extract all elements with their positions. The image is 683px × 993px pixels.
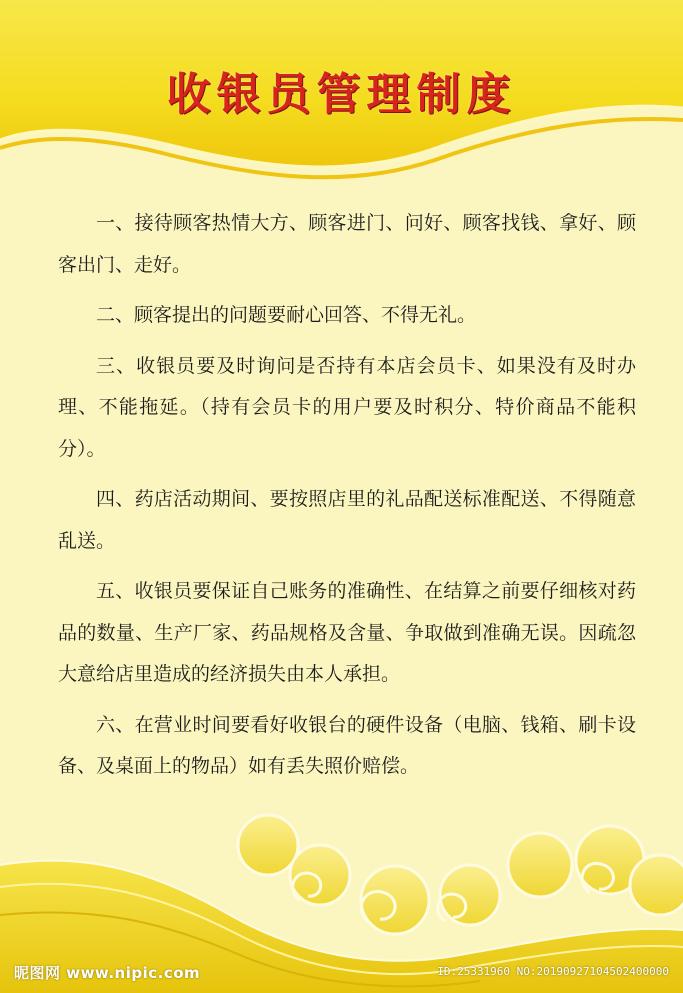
- clause-4: 四、药店活动期间、要按照店里的礼品配送标准配送、不得随意乱送。: [58, 488, 636, 552]
- clause-1: 一、接待顾客热情大方、顾客进门、问好、顾客找钱、拿好、顾客出门、走好。: [58, 212, 636, 276]
- page-title: 收银员管理制度: [166, 69, 517, 120]
- clause-2: 二、顾客提出的问题要耐心回答、不得无礼。: [96, 304, 477, 326]
- watermark-id: ID:25331960 NO:20190927104502400000: [437, 965, 669, 978]
- clause-6: 六、在营业时间要看好收银台的硬件设备（电脑、钱箱、刷卡设备、及桌面上的物品）如有丢失照价赔偿。: [58, 713, 636, 777]
- clause-3: 三、收银员要及时询问是否持有本店会员卡、如果没有及时办理、不能拖延。（持有会员卡的用户要及时积分、特价商品不能积分）。: [58, 354, 636, 460]
- rules-body: [58, 203, 636, 797]
- clause-5: 五、收银员要保证自己账务的准确性、在结算之前要仔细核对药品的数量、生产厂家、药品规格及含量、争取做到准确无误。因疏忽大意给店里造成的经济损失由本人承担。: [58, 580, 636, 685]
- watermark-site: 昵图网 www.nipic.com: [14, 964, 201, 982]
